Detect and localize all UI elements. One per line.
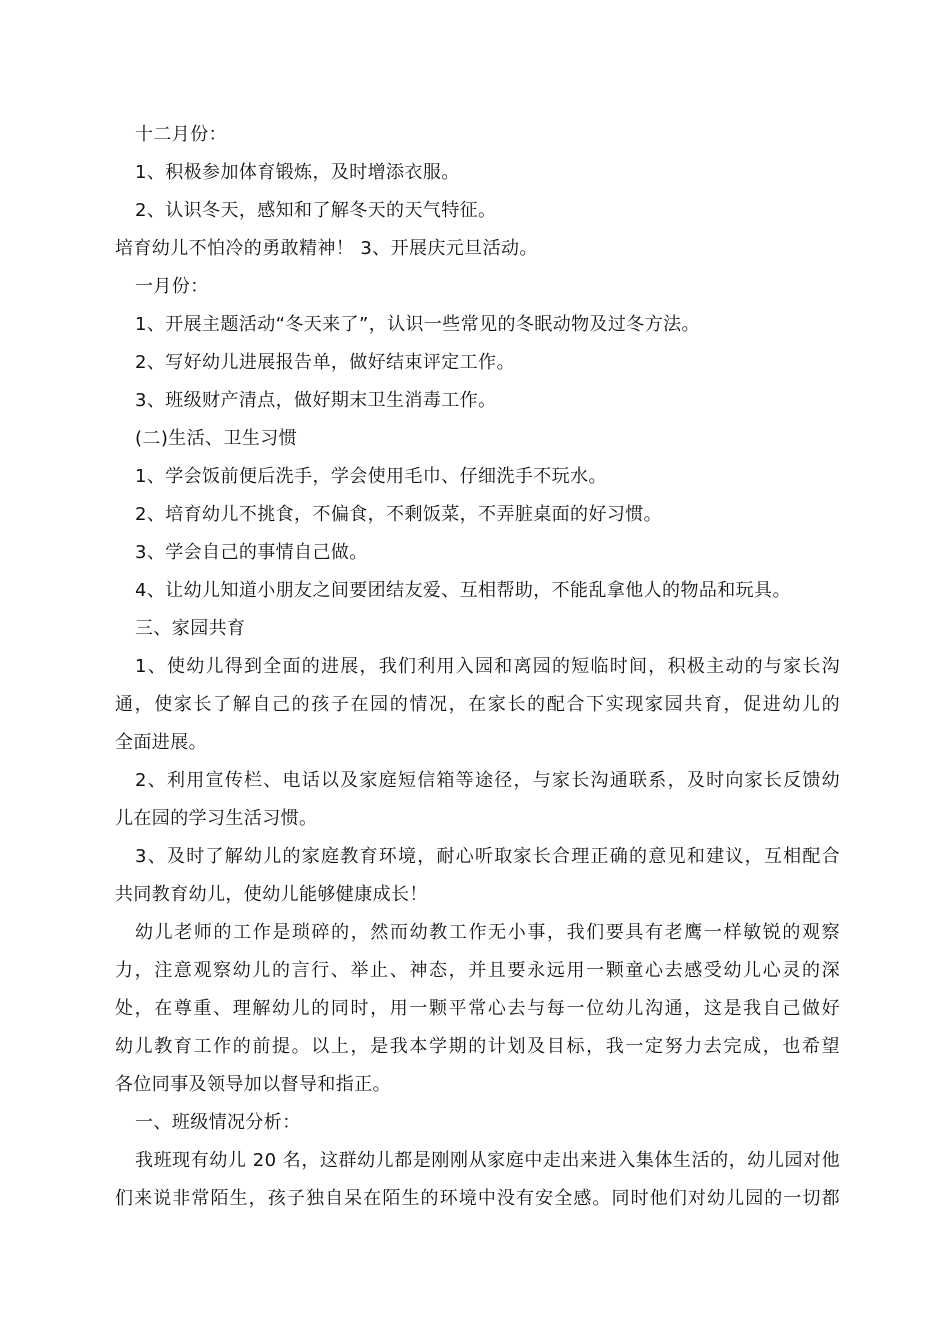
paragraph-line: 我班现有幼儿 20 名，这群幼儿都是刚刚从家庭中走出来进入集体生活的，幼儿园对他	[135, 1150, 840, 1171]
paragraph-line: 2、认识冬天，感知和了解冬天的天气特征。	[135, 200, 497, 221]
paragraph-line: 全面进展。	[115, 732, 207, 753]
paragraph-line: 力，注意观察幼儿的言行、举止、神态，并且要永远用一颗童心去感受幼儿心灵的深	[115, 960, 840, 981]
section-heading: (二)生活、卫生习惯	[135, 428, 298, 449]
paragraph-line: 3、班级财产清点，做好期末卫生消毒工作。	[135, 390, 497, 411]
paragraph-line: 2、写好幼儿进展报告单，做好结束评定工作。	[135, 352, 515, 373]
paragraph-line: 处，在尊重、理解幼儿的同时，用一颗平常心去与每一位幼儿沟通，这是我自己做好	[115, 998, 840, 1019]
paragraph-line: 3、学会自己的事情自己做。	[135, 542, 368, 563]
paragraph-line: 幼儿教育工作的前提。以上，是我本学期的计划及目标，我一定努力去完成，也希望	[115, 1036, 840, 1057]
paragraph-line: 们来说非常陌生，孩子独自呆在陌生的环境中没有安全感。同时他们对幼儿园的一切都	[115, 1188, 840, 1209]
section-heading: 三、家园共育	[135, 618, 246, 639]
paragraph-line: 1、开展主题活动“冬天来了”，认识一些常见的冬眠动物及过冬方法。	[135, 314, 700, 335]
paragraph-line: 1、积极参加体育锻炼，及时增添衣服。	[135, 162, 460, 183]
paragraph-line: 4、让幼儿知道小朋友之间要团结友爱、互相帮助，不能乱拿他人的物品和玩具。	[135, 580, 791, 601]
paragraph-line: 1、学会饭前便后洗手，学会使用毛巾、仔细洗手不玩水。	[135, 466, 607, 487]
paragraph-line: 1、使幼儿得到全面的进展，我们利用入园和离园的短临时间，积极主动的与家长沟	[135, 656, 840, 677]
paragraph-line: 3、及时了解幼儿的家庭教育环境，耐心听取家长合理正确的意见和建议，互相配合	[135, 846, 840, 867]
paragraph-line: 培育幼儿不怕冷的勇敢精神！ 3、开展庆元旦活动。	[115, 238, 538, 259]
paragraph-line: 2、利用宣传栏、电话以及家庭短信箱等途径，与家长沟通联系，及时向家长反馈幼	[135, 770, 840, 791]
paragraph-line: 儿在园的学习生活习惯。	[115, 808, 318, 829]
paragraph-line: 各位同事及领导加以督导和指正。	[115, 1074, 391, 1095]
section-heading: 一、班级情况分析：	[135, 1112, 301, 1133]
paragraph-line: 十二月份：	[135, 124, 227, 145]
paragraph-line: 一月份：	[135, 276, 209, 297]
paragraph-line: 通，使家长了解自己的孩子在园的情况，在家长的配合下实现家园共育，促进幼儿的	[115, 694, 840, 715]
paragraph-line: 2、培育幼儿不挑食，不偏食，不剩饭菜，不弄脏桌面的好习惯。	[135, 504, 663, 525]
paragraph-line: 幼儿老师的工作是琐碎的，然而幼教工作无小事，我们要具有老鹰一样敏锐的观察	[135, 922, 840, 943]
paragraph-line: 共同教育幼儿，使幼儿能够健康成长！	[115, 884, 428, 905]
